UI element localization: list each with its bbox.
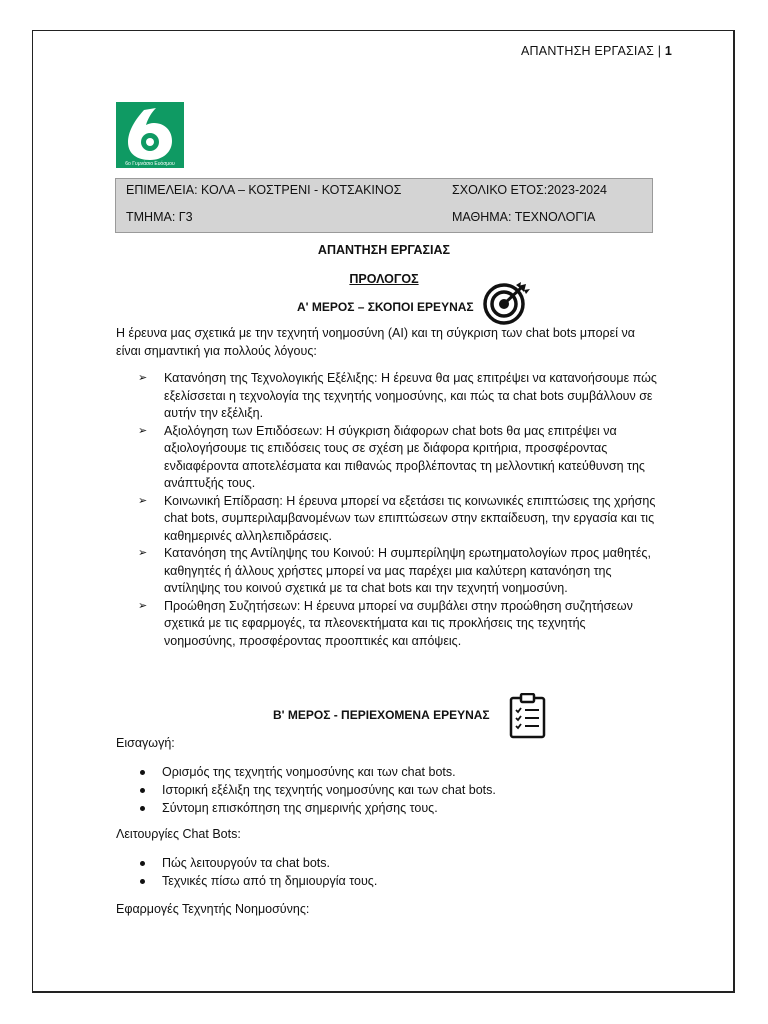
page-number: 1	[664, 44, 672, 58]
logo-caption: 6ο Γυμνάσιο Ευόσμου	[125, 161, 175, 167]
running-header	[521, 44, 672, 58]
section-a-heading: Α' ΜΕΡΟΣ – ΣΚΟΠΟΙ ΕΡΕΥΝΑΣ	[297, 300, 474, 314]
prologue-heading: ΠΡΟΛΟΓΟΣ	[349, 272, 419, 286]
list-item: ➢ Προώθηση Συζητήσεων: Η έρευνα μπορεί να συμβάλει στην προώθηση συζητήσεων σχετικά με τις εφαρμογές, τα πλεονεκτήματα και τις προκλήσεις της τεχνητής νοημοσύνης, προσφέροντας προοπτικές και απόψεις.	[138, 598, 633, 648]
list-item: ➢ Κατανόηση της Αντίληψης του Κοινού: Η συμπερίληψη ερωτηματολογίων προς μαθητές, καθηγητές ή άλλους χρήστες μπορεί να μας παρέχει μια καλύτερη κατανόηση της αντίληψης του κοινού σχετικά με τα chat bots και την τεχνητή νοημοσύνη.	[138, 546, 651, 595]
functions-list	[138, 854, 377, 890]
functions-label: Λειτουργίες Chat Bots:	[116, 827, 241, 841]
bullet-dot-icon	[140, 861, 145, 866]
clipboard-checklist-icon	[508, 693, 548, 744]
editors-label: ΕΠΙΜΕΛΕΙΑ: ΚΟΛΑ – ΚΟΣΤΡΕΝΙ - ΚΟΤΣΑΚΙΝΟΣ	[126, 183, 402, 197]
bullet-dot-icon	[140, 806, 145, 811]
list-item: ➢ Κοινωνική Επίδραση: Η έρευνα μπορεί να εξετάσει τις κοινωνικές επιπτώσεις της χρήσης chat bots, συμπεριλαμβανομένων των επιπτώσεων στην εκπαίδευση, την εργασία και τις καθημερινές αλληλεπιδράσεις.	[138, 493, 656, 543]
intro-list	[138, 763, 496, 817]
document-title: ΑΠΑΝΤΗΣΗ ΕΡΓΑΣΙΑΣ	[317, 243, 451, 257]
bullet-dot-icon	[140, 788, 145, 793]
arrow-bullet-icon: ➢	[138, 494, 148, 507]
school-logo-icon	[116, 102, 184, 168]
section-a-list	[138, 370, 658, 650]
list-item: Ορισμός της τεχνητής νοημοσύνης και των chat bots.	[138, 763, 496, 781]
list-item: Τεχνικές πίσω από τη δημιουργία τους.	[138, 872, 377, 890]
subject-label: ΜΑΘΗΜΑ: ΤΕΧΝΟΛΟΓΊΑ	[452, 210, 596, 224]
bullet-dot-icon	[140, 770, 145, 775]
bullet-dot-icon	[140, 879, 145, 884]
list-item: ➢ Αξιολόγηση των Επιδόσεων: Η σύγκριση διάφορων chat bots θα μας επιτρέψει να αξιολογήσουμε τις επιδόσεις τους σε σχέση με διάφορα κριτήρια, προσφέροντας ενδιαφέροντα αποτελέσματα και πιθανώς προβλέποντας τη μελλοντική κατεύθυνση της ανάπτυξής τους.	[138, 423, 645, 490]
list-item: Ιστορική εξέλιξη της τεχνητής νοημοσύνης και των chat bots.	[138, 781, 496, 799]
list-item: Σύντομη επισκόπηση της σημερινής χρήσης τους.	[138, 799, 496, 817]
arrow-bullet-icon: ➢	[138, 372, 148, 384]
class-label: ΤΜΗΜΑ: Γ3	[126, 210, 193, 224]
section-a-intro: Η έρευνα μας σχετικά με την τεχνητή νοημοσύνη (AI) και τη σύγκριση των chat bots μπορεί να είναι σημαντική για πολλούς λόγους:	[116, 326, 635, 358]
applications-label: Εφαρμογές Τεχνητής Νοημοσύνης:	[116, 902, 310, 916]
list-item: Πώς λειτουργούν τα chat bots.	[138, 854, 377, 872]
section-b-heading: Β' ΜΕΡΟΣ - ΠΕΡΙΕΧΟΜΕΝΑ ΕΡΕΥΝΑΣ	[273, 708, 490, 722]
school-year-label: ΣΧΟΛΙΚΟ ΕΤΟΣ:2023-2024	[452, 183, 607, 197]
arrow-bullet-icon: ➢	[138, 547, 148, 559]
target-icon	[482, 282, 530, 331]
intro-label: Εισαγωγή:	[116, 736, 175, 750]
info-box	[115, 178, 653, 233]
arrow-bullet-icon: ➢	[138, 599, 148, 612]
arrow-bullet-icon: ➢	[138, 424, 148, 437]
list-item: ➢ Κατανόηση της Τεχνολογικής Εξέλιξης: Η έρευνα θα μας επιτρέψει να κατανοήσουμε πώς εξελίσσεται η τεχνολογία της τεχνητής νοημοσύνης, και πώς τα chat bots συμβάλλουν σε αυτήν την εξέλιξη.	[138, 371, 657, 420]
header-text: ΑΠΑΝΤΗΣΗ ΕΡΓΑΣΙΑΣ |	[521, 44, 665, 58]
